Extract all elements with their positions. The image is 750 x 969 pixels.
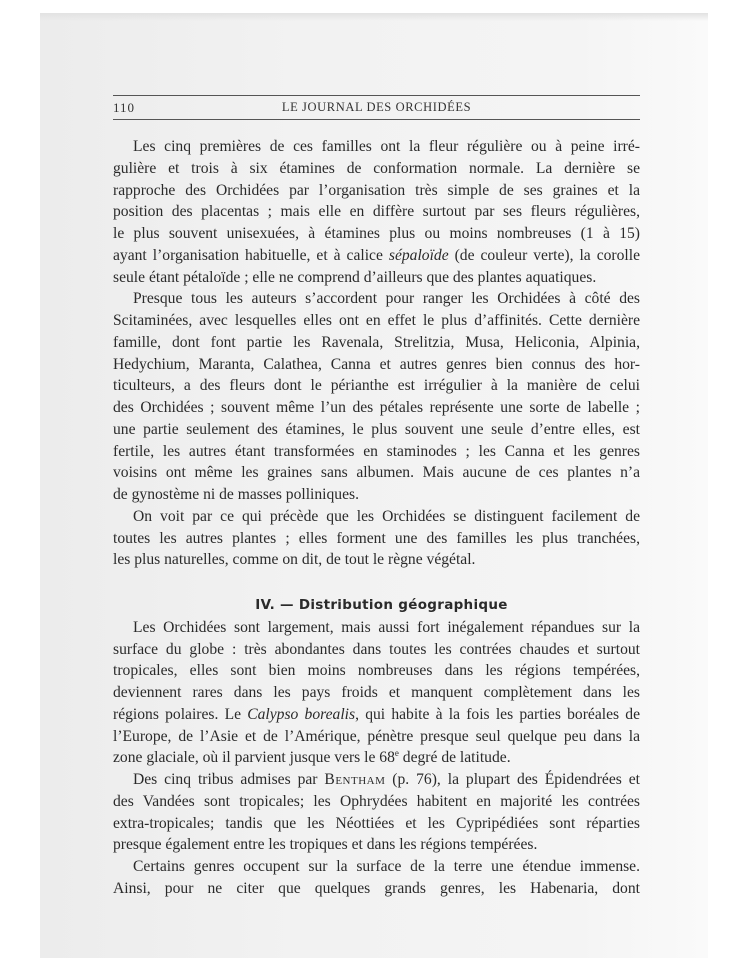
header-rule-top: [113, 95, 640, 96]
author-bentham: Bentham: [324, 771, 386, 788]
paragraph-genres: [113, 856, 640, 900]
text-line: voisins ont même les graines sans albumen. Mais aucune de ces plantes n’a: [113, 464, 640, 482]
text-line: des Vandées sont tropicales; les Ophrydées habitent en majorité les contrées: [113, 792, 640, 810]
italic-species-calypso-borealis: Calypso borealis: [247, 705, 356, 723]
section-heading: IV. — Distribution géographique: [255, 597, 508, 613]
text-line: [113, 245, 640, 267]
text-line: ticulteurs, a des fleurs dont le périanthe est irrégulier à la manière de celui: [113, 377, 640, 395]
text-run: zone glaciale, où il parvient jusque vers le 68: [113, 749, 395, 767]
text-line: tropicales, elles sont bien moins nombreuses dans les régions tempérées,: [113, 662, 640, 680]
text-line: Les Orchidées sont largement, mais aussi fort inégalement répandues sur la: [133, 618, 640, 636]
superscript-e: e: [394, 748, 399, 759]
paragraph-conclusion: [113, 506, 640, 571]
text-line: surface du globe : très abondantes dans toutes les contrées chaudes et surtout: [113, 640, 640, 658]
paragraph-families: [113, 136, 640, 288]
text-line: Certains genres occupent sur la surface de la terre une étendue immense.: [133, 858, 640, 875]
text-line: famille, dont font partie les Ravenala, Strelitzia, Musa, Heliconia, Alpinia,: [113, 333, 640, 351]
text-line: Hedychium, Maranta, Calathea, Canna et autres genres bien connus des hor-: [113, 355, 640, 373]
text-line: [113, 769, 640, 791]
text-line: rapproche des Orchidées par l’organisation très simple de ses graines et la: [113, 181, 640, 199]
text-line: Presque tous les auteurs s’accordent pour ranger les Orchidées à côté des: [133, 290, 640, 308]
text-line: Scitaminées, avec lesquelles elles ont en effet le plus d’affinités. Cette dernière: [113, 312, 640, 329]
paragraph-distribution: [113, 617, 640, 769]
text-line: le plus souvent unisexuées, à étamines plus ou moins nombreuses (1 à 15): [113, 225, 640, 242]
text-line: toutes les autres plantes ; elles forment une des familles les plus tranchées,: [113, 529, 640, 547]
body-text: [113, 136, 640, 900]
journal-title: LE JOURNAL DES ORCHIDÉES: [281, 100, 472, 114]
text-line: On voit par ce qui précède que les Orchidées se distinguent facilement de: [133, 507, 640, 525]
running-header: [113, 98, 640, 118]
text-line: position des placentas ; mais elle en diffère surtout par ses fleurs régulières,: [113, 203, 640, 221]
text-line: Les cinq premières de ces familles ont la fleur régulière ou à peine irré-: [133, 138, 640, 155]
text-run: Des cinq tribus admises par: [133, 771, 325, 788]
text-line: de gynostème ni de masses polliniques.: [113, 486, 359, 503]
page-number: 110: [113, 100, 136, 115]
text-line: l’Europe, de l’Asie et de l’Amérique, pénètre presque seul quelque peu dans la: [113, 727, 640, 745]
text-line: Ainsi, pour ne citer que quelques grands genres, les Habenaria, dont: [113, 879, 640, 897]
page-edge-shadow: [40, 13, 708, 21]
text-run: (p. 76), la plupart des Épidendrées et: [385, 771, 640, 788]
italic-term-sepaloide: sépaloïde: [388, 246, 449, 264]
text-line: fertile, les autres étant transformées en staminodes ; les Canna et les genres: [113, 442, 640, 460]
paragraph-scitaminees: [113, 288, 640, 506]
text-run: , qui habite à la fois les parties boréales de: [355, 705, 640, 723]
text-run: ayant l’organisation habituelle, et à calice: [113, 246, 389, 264]
text-line: une partie seulement des étamines, le plus souvent une seule d’entre elles, est: [113, 420, 640, 438]
paragraph-tribes: [113, 769, 640, 856]
text-line: gulière et trois à six étamines de conformation normale. La dernière se: [113, 159, 640, 177]
text-line: presque également entre les tropiques et dans les régions tempérées.: [113, 836, 538, 854]
header-rule-bottom: [113, 119, 640, 120]
text-line: [113, 747, 640, 769]
text-line: extra-tropicales; tandis que les Néottiées et les Cypripédiées sont réparties: [113, 814, 640, 832]
text-run: degré de latitude.: [398, 749, 511, 767]
text-line: des Orchidées ; souvent même l’un des pétales représente une sorte de labelle ;: [113, 399, 640, 416]
text-line: les plus naturelles, comme on dit, de tout le règne végétal.: [113, 551, 476, 569]
text-run: régions polaires. Le: [113, 705, 248, 723]
text-run: (de couleur verte), la corolle: [448, 246, 640, 264]
text-line: seule étant pétaloïde ; elle ne comprend d’ailleurs que des plantes aquatiques.: [113, 268, 597, 286]
text-line: deviennent rares dans les pays froids et manquent complètement dans les: [113, 684, 640, 701]
text-line: [113, 704, 640, 726]
